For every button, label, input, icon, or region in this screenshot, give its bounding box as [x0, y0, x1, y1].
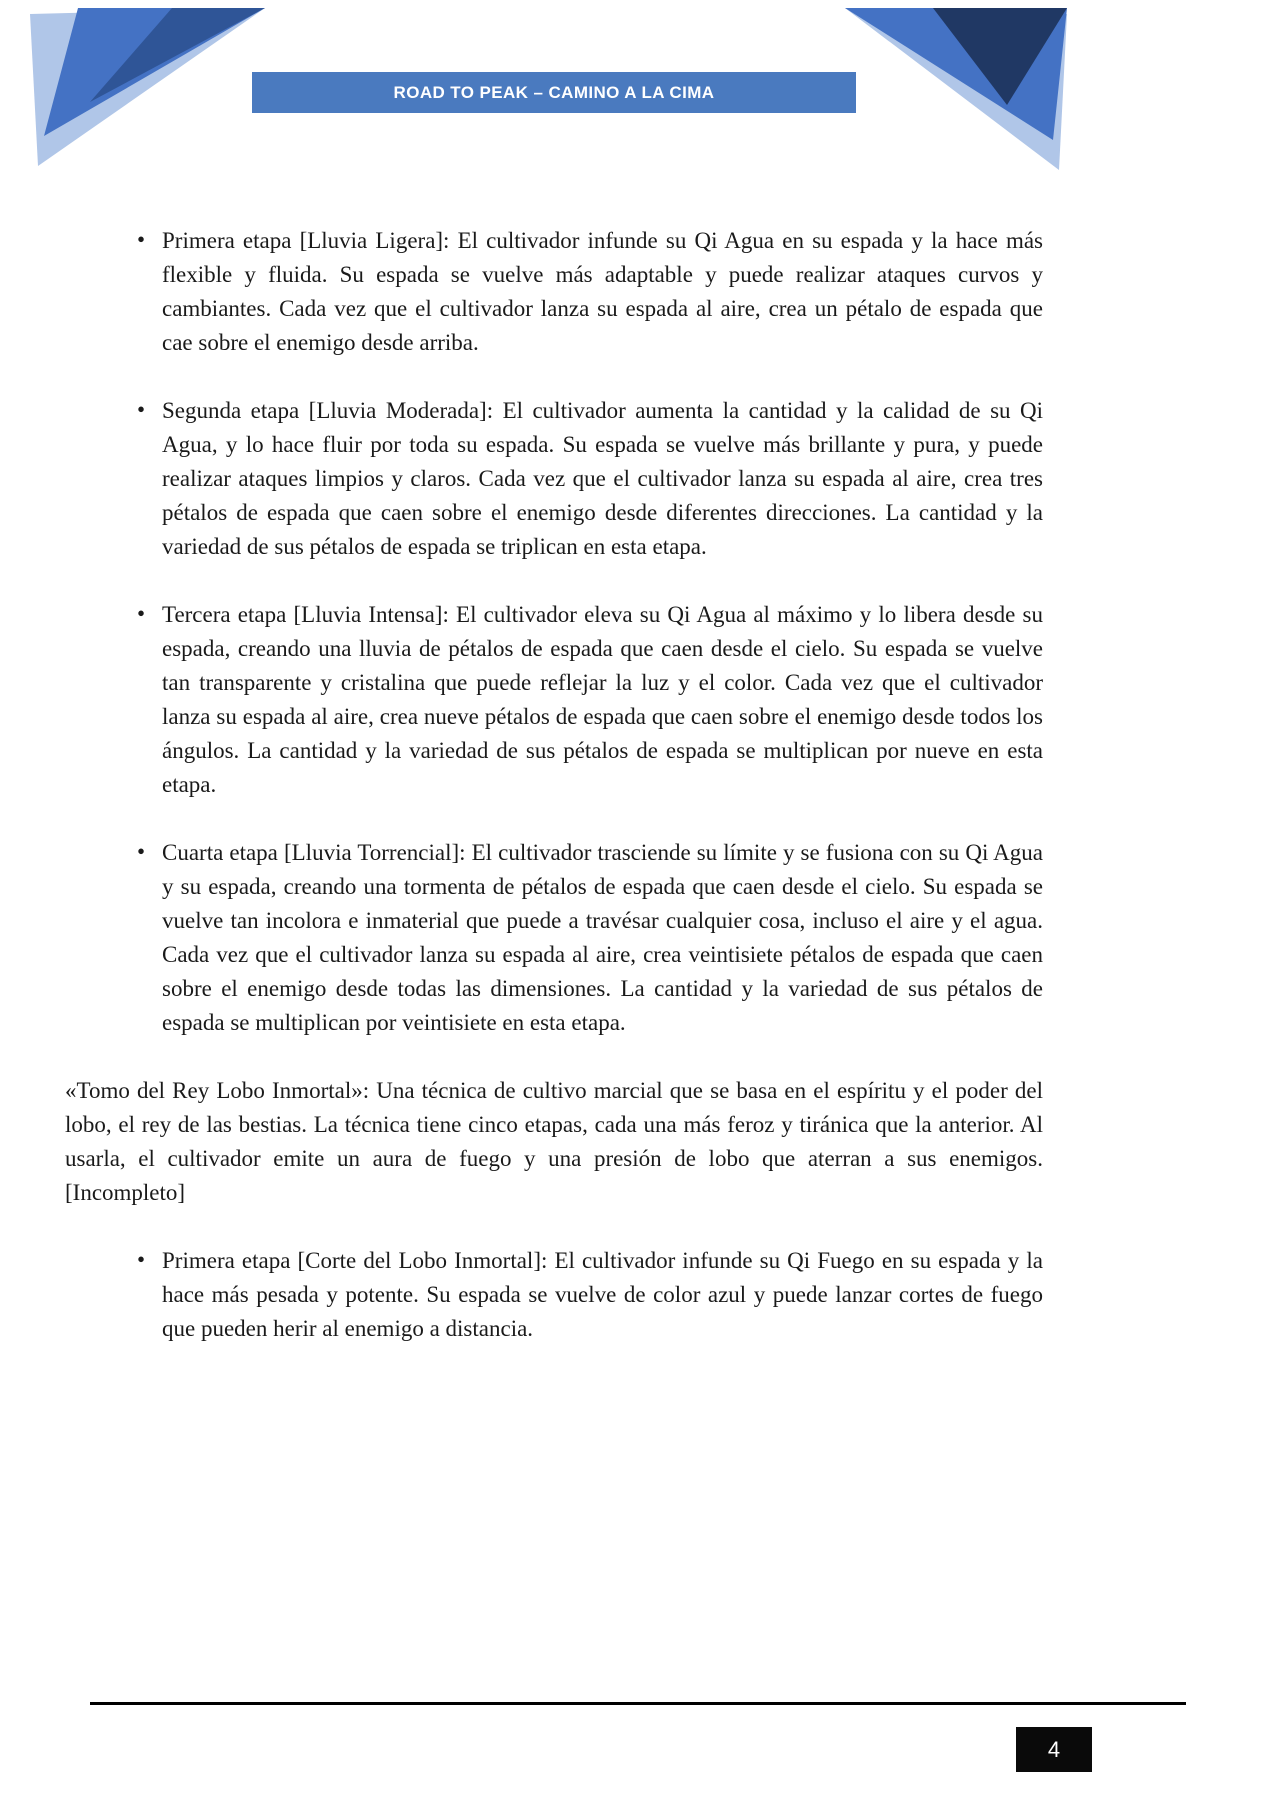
bullet-text: Primera etapa [Lluvia Ligera]: El cultivador infunde su Qi Agua en su espada y la hace más flexible y fluida. Su espada se vuelve más adaptable y puede realizar ataques curvos y cambiantes. Cada vez que el cultivador lanza su espada al aire, crea un pétalo de espada que cae sobre el enemigo desde arriba. [162, 228, 1043, 355]
document-body [65, 196, 1043, 1380]
corner-decoration-right-icon [845, 8, 1067, 173]
list-item [65, 598, 1043, 802]
list-item [65, 394, 1043, 564]
page-number-badge [1016, 1727, 1092, 1772]
corner-decoration-left-icon [30, 8, 265, 168]
list-item [65, 1244, 1043, 1346]
bullet-list-wolf-king [65, 1244, 1043, 1346]
tomo-rey-lobo-paragraph: «Tomo del Rey Lobo Inmortal»: Una técnica de cultivo marcial que se basa en el espíritu y el poder del lobo, el rey de las bestias. La técnica tiene cinco etapas, cada una más feroz y tiránica que la anterior. Al usarla, el cultivador emite un aura de fuego y una presión de lobo que aterran a sus enemigos. [Incompleto] [65, 1078, 1043, 1205]
bullet-text: Segunda etapa [Lluvia Moderada]: El cultivador aumenta la cantidad y la calidad de su Qi Agua, y lo hace fluir por toda su espada. Su espada se vuelve más brillante y pura, y puede realizar ataques limpios y claros. Cada vez que el cultivador lanza su espada al aire, crea tres pétalos de espada que caen sobre el enemigo desde diferentes direcciones. La cantidad y la variedad de sus pétalos de espada se triplican en esta etapa. [162, 398, 1043, 559]
header-banner [252, 72, 856, 113]
header-banner-title: ROAD TO PEAK – CAMINO A LA CIMA [393, 82, 715, 102]
bullet-text: Primera etapa [Corte del Lobo Inmortal]: El cultivador infunde su Qi Fuego en su espada y la hace más pesada y potente. Su espada se vuelve de color azul y puede lanzar cortes de fuego que pueden herir al enemigo a distancia. [162, 1248, 1043, 1341]
bullet-text: Cuarta etapa [Lluvia Torrencial]: El cultivador trasciende su límite y se fusiona con su Qi Agua y su espada, creando una tormenta de pétalos de espada que caen desde el cielo. Su espada se vuelve tan incolora e inmaterial que puede a travésar cualquier cosa, incluso el aire y el agua. Cada vez que el cultivador lanza su espada al aire, crea veintisiete pétalos de espada que caen sobre el enemigo desde todas las dimensiones. La cantidad y la variedad de sus pétalos de espada se multiplican por veintisiete en esta etapa. [162, 840, 1043, 1035]
footer-divider [90, 1702, 1186, 1705]
bullet-list-water-sword [65, 224, 1043, 1040]
bullet-text: Tercera etapa [Lluvia Intensa]: El cultivador eleva su Qi Agua al máximo y lo libera desde su espada, creando una lluvia de pétalos de espada que caen desde el cielo. Su espada se vuelve tan transparente y cristalina que puede reflejar la luz y el color. Cada vez que el cultivador lanza su espada al aire, crea nueve pétalos de espada que caen sobre el enemigo desde todos los ángulos. La cantidad y la variedad de sus pétalos de espada se multiplican por nueve en esta etapa. [162, 602, 1043, 797]
list-item [65, 224, 1043, 360]
page-number: 4 [1047, 1736, 1061, 1762]
list-item [65, 836, 1043, 1040]
